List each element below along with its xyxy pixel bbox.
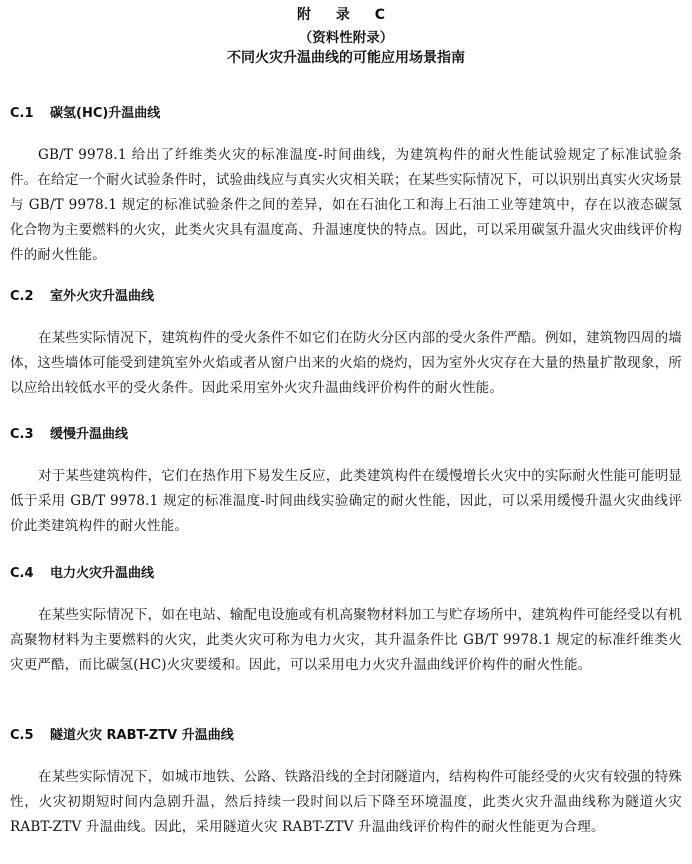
- section-title: 碳氢(HC)升温曲线: [50, 106, 161, 121]
- section-heading: [10, 286, 682, 308]
- section-number: C.2: [10, 289, 34, 304]
- section-c5: [10, 725, 682, 840]
- section-heading: [10, 424, 682, 446]
- section-title: 电力火灾升温曲线: [50, 566, 155, 581]
- section-number: C.1: [10, 106, 34, 121]
- section-heading: [10, 103, 682, 125]
- section-number: C.3: [10, 427, 34, 442]
- section-c3: [10, 424, 682, 539]
- section-body: 在某些实际情况下，建筑构件的受火条件不如它们在防火分区内部的受火条件严酷。例如，建筑物四周的墙体，这些墙体可能受到建筑室外火焰或者从窗户出来的火焰的烧灼，因为室外火灾存在大量的热量扩散现象，所以应给出较低水平的受火条件。因此采用室外火灾升温曲线评价构件的耐火性能。: [10, 330, 682, 396]
- section-heading: [10, 563, 682, 585]
- section-number: C.4: [10, 566, 34, 581]
- section-body: 在某些实际情况下，如在电站、输配电设施或有机高聚物材料加工与贮存场所中，建筑构件可能经受以有机高聚物材料为主要燃料的火灾，此类火灾可称为电力火灾，其升温条件比 GB/T 9978.1 规定的标准纤维类火灾更严酷，而比碳氢(HC)火灾要缓和。因此，可以采用电力火灾升温曲线评价构件的耐火性能。: [10, 607, 682, 673]
- section-c2: [10, 286, 682, 401]
- section-c4: [10, 563, 682, 678]
- appendix-label: 附 录 C: [296, 7, 396, 23]
- section-title: 隧道火灾 RABT-ZTV 升温曲线: [50, 728, 234, 743]
- section-body: GB/T 9978.1 给出了纤维类火灾的标准温度-时间曲线，为建筑构件的耐火性能试验规定了标准试验条件。在给定一个耐火试验条件时，试验曲线应与真实火灾相关联；在某些实际情况下，可以识别出真实火灾场景与 GB/T 9978.1 规定的标准试验条件之间的差异，如在石油化工和海上石油工业等建筑中，存在以液态碳氢化合物为主要燃料的火灾，此类火灾具有温度高、升温速度快的特点。因此，可以采用碳氢升温火灾曲线评价构件的耐火性能。: [10, 147, 682, 263]
- appendix-title: 不同火灾升温曲线的可能应用场景指南: [227, 50, 465, 66]
- section-title: 缓慢升温曲线: [50, 427, 129, 442]
- section-number: C.5: [10, 728, 34, 743]
- section-title: 室外火灾升温曲线: [50, 289, 155, 304]
- section-body: 对于某些建筑构件，它们在热作用下易发生反应，此类建筑构件在缓慢增长火灾中的实际耐火性能可能明显低于采用 GB/T 9978.1 规定的标准温度-时间曲线实验确定的耐火性能，因此，可以采用缓慢升温火灾曲线评价此类建筑构件的耐火性能。: [10, 468, 682, 534]
- section-c1: [10, 103, 682, 268]
- appendix-type: （资料性附录）: [298, 30, 394, 46]
- section-heading: [10, 725, 682, 747]
- section-body: 在某些实际情况下，如城市地铁、公路、铁路沿线的全封闭隧道内，结构构件可能经受的火灾有较强的特殊性，火灾初期短时间内急剧升温，然后持续一段时间以后下降至环境温度，此类火灾升温曲线称为隧道火灾 RABT-ZTV 升温曲线。因此，采用隧道火灾 RABT-ZTV 升温曲线评价构件的耐火性能更为合理。: [10, 769, 682, 835]
